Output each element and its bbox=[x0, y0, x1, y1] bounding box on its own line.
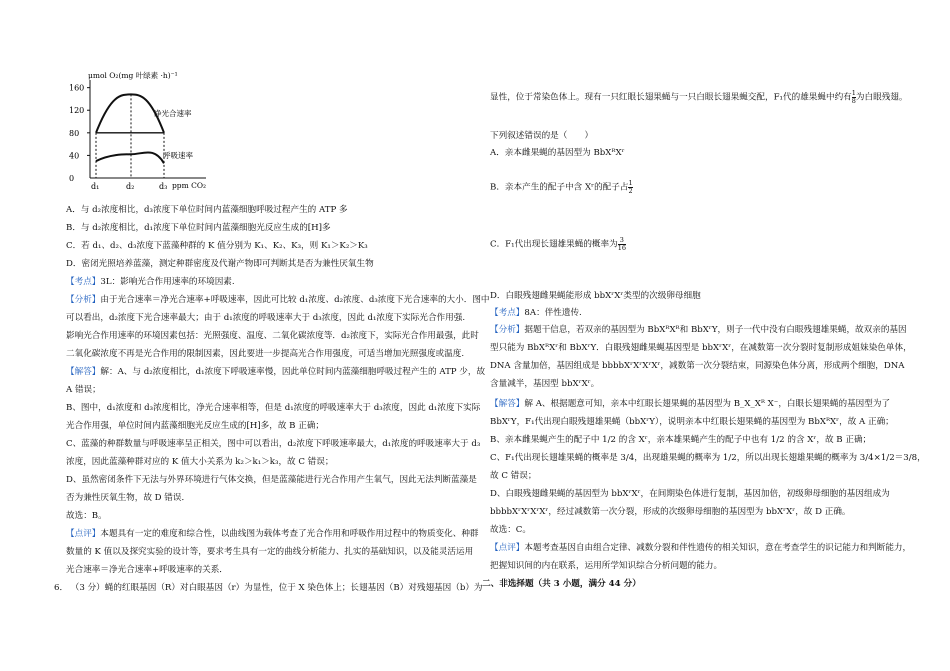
dianping-line: 光合速率＝净光合速率+呼吸速率的关系． bbox=[66, 565, 228, 575]
chart-xunit: ppm CO₂ bbox=[172, 181, 206, 190]
chart-ylabel: μmol O₂(mg 叶绿素 ·h)⁻¹ bbox=[88, 71, 178, 80]
option-a: A．亲本雌果蝇的基因型为 BbXᴿXʳ bbox=[490, 148, 625, 158]
jieda-line: 故选：B。 bbox=[66, 511, 107, 521]
question-6-cont-a: 显性，位于常染色体上。现有一只红眼长翅果蝇与一只白眼长翅果蝇交配，F₁代的雄果蝇中约有 bbox=[490, 92, 852, 103]
question-6-row bbox=[54, 582, 483, 594]
kaodian-row bbox=[490, 307, 582, 319]
jieda-line: 故选：C。 bbox=[490, 525, 531, 535]
question-number: 6． bbox=[54, 583, 69, 593]
option-b bbox=[490, 180, 633, 194]
fraction-denominator: 16 bbox=[617, 243, 626, 252]
option-b-text: B．亲本产生的配子中含 Xʳ的配子占 bbox=[490, 182, 629, 193]
jieda-line: C、F₁代出现长翅雄果蝇的概率是 3/4，出现雄果蝇的概率为 1/2，所以出现长翅雄果蝇的概率为 3/4×1/2＝3/8， bbox=[490, 453, 926, 463]
fenxi-tag: 【分析】 bbox=[66, 295, 101, 305]
jieda-line: B、亲本雌果蝇产生的配子中 1/2 的含 Xʳ，亲本雄果蝇产生的配子中也有 1/2 的含 Xʳ，故 B 正确； bbox=[490, 435, 872, 445]
dianping-line: 本题考查基因自由组合定律、减数分裂和伴性遗传的相关知识，意在考查学生的识记能力和判断能力， bbox=[524, 543, 912, 553]
fraction-denominator: 8 bbox=[851, 96, 856, 105]
fenxi-line: DNA 含量加倍，基因组成是 bbbbXʳXʳXʳXʳ，减数第一次分裂结束，同源染色体分离，形成两个细胞，DNA bbox=[490, 361, 905, 371]
kaodian-row bbox=[66, 276, 235, 288]
option-c bbox=[490, 237, 626, 251]
jieda-line: B、图中，d₁浓度和 d₃浓度相比，净光合速率相等，但是 d₁浓度的呼吸速率大于 d₃浓度，因此 d₁浓度下实际 bbox=[66, 403, 481, 413]
fenxi-line: 据题干信息，若双亲的基因型为 BbXᴿXᴿ和 BbXʳY，则子一代中没有白眼残翅雄果蝇，故双亲的基因 bbox=[524, 325, 907, 335]
fraction-numerator: 1 bbox=[851, 89, 856, 97]
fenxi-tag: 【分析】 bbox=[490, 325, 525, 335]
jieda-line: 解 A、根据题意可知，亲本中红眼长翅果蝇的基因型为 B_X_Xᴿ X⁻，白眼长翅果蝇的基因型为了 bbox=[524, 399, 891, 409]
option-d: D．密闭光照培养蓝藻，测定种群密度及代谢产物即可判断其是否为兼性厌氧生物 bbox=[66, 259, 374, 269]
dianping-tag: 【点评】 bbox=[490, 543, 525, 553]
jieda-row-0 bbox=[490, 398, 890, 410]
question-6-cont-b: 为白眼残翅。 bbox=[855, 92, 908, 103]
option-c-text: C．F₁代出现长翅雄果蝇的概率为 bbox=[490, 239, 618, 250]
jieda-line: 解：A、与 d₂浓度相比，d₁浓度下呼吸速率慢，因此单位时间内蓝藻细胞呼吸过程产生的 ATP 少，故 bbox=[100, 367, 486, 377]
kaodian-text: 3L：影响光合作用速率的环境因素. bbox=[100, 277, 235, 287]
jieda-line: D、虽然密闭条件下无法与外界环境进行气体交换，但是蓝藻能进行光合作用产生氧气，因此无法判断蓝藻是 bbox=[66, 475, 477, 485]
jieda-line: bbbbXʳXʳXʳXʳ，经过减数第一次分裂，形成的次级卵母细胞的基因型为 bbXʳXʳ，故 D 正确。 bbox=[490, 507, 851, 517]
kaodian-text: 8A：伴性遗传. bbox=[524, 308, 582, 318]
fraction-numerator: 3 bbox=[619, 236, 624, 244]
fenxi-line: 由于光合速率＝净光合速率+呼吸速率，因此可比较 d₁浓度、d₂浓度、d₃浓度下光合速率的大小．图中 bbox=[100, 295, 490, 305]
x-tick-label: d₂ bbox=[126, 182, 135, 191]
option-c: C．若 d₁、d₂、d₃浓度下蓝藻种群的 K 值分别为 K₁、K₂、K₃，则 K₁＞K₂＞K₃ bbox=[66, 241, 368, 251]
fenxi-line: 影响光合作用速率的环境因素包括：光照强度、温度、二氧化碳浓度等．d₂浓度下，实际光合作用最强，此时 bbox=[66, 331, 479, 341]
jieda-tag: 【解答】 bbox=[490, 399, 525, 409]
fenxi-line: 二氧化碳浓度不再是光合作用的限制因素，因此要进一步提高光合作用强度，可适当增加光照强度或温度. bbox=[66, 349, 465, 359]
section-title: 二、非选择题（共 3 小题，满分 44 分） bbox=[482, 579, 641, 589]
respiration-line bbox=[96, 152, 164, 163]
fenxi-line: 型只能为 BbXᴿXʳ和 BbXʳY．白眼残翅雌果蝇基因型是 bbXʳXʳ，在减数第一次分裂时复制形成姐妹染色单体， bbox=[490, 343, 912, 353]
dianping-row-0 bbox=[490, 542, 911, 554]
fenxi-line: 可以看出，d₂浓度下光合速率最大；由于 d₁浓度的呼吸速率大于 d₃浓度，因此 d₁浓度下实际光合作用强. bbox=[66, 313, 466, 323]
fenxi-row-0 bbox=[490, 324, 907, 336]
dianping-line: 本题具有一定的难度和综合性，以曲线图为载体考查了光合作用和呼吸作用过程中的物质变化、种群 bbox=[100, 529, 479, 539]
option-d: D．白眼残翅雌果蝇能形成 bbXʳXʳ类型的次级卵母细胞 bbox=[490, 291, 701, 301]
series2-label: 呼吸速率 bbox=[163, 151, 193, 160]
fraction-denominator: 2 bbox=[628, 186, 633, 195]
y-tick-label: 160 bbox=[69, 83, 85, 93]
x-tick-label: d₃ bbox=[159, 182, 168, 191]
jieda-tag: 【解答】 bbox=[66, 367, 101, 377]
jieda-line: C、蓝藻的种群数量与呼吸速率呈正相关，图中可以看出，d₂浓度下呼吸速率最大，d₁浓度的呼吸速率大于 d₃ bbox=[66, 439, 481, 449]
fraction-1-2 bbox=[628, 180, 632, 194]
jieda-line: 否为兼性厌氧生物，故 D 错误． bbox=[66, 493, 191, 503]
y-tick-label: 0 bbox=[69, 174, 75, 183]
fraction-3-16 bbox=[618, 237, 626, 251]
x-tick-label: d₁ bbox=[91, 182, 100, 191]
jieda-line: 浓度，因此蓝藻种群对应的 K 值大小关系为 k₂＞k₁＞k₃，故 C 错误； bbox=[66, 457, 334, 467]
y-tick-label: 120 bbox=[69, 106, 85, 116]
kaodian-tag: 【考点】 bbox=[490, 308, 525, 318]
question-6-text: （3 分）蝇的红眼基因（R）对白眼基因（r）为显性，位于 X 染色体上；长翅基因（B）对残翅基因（b）为 bbox=[70, 583, 483, 593]
option-a: A．与 d₂浓度相比，d₃浓度下单位时间内蓝藻细胞呼吸过程产生的 ATP 多 bbox=[66, 205, 348, 215]
question-6-continuation bbox=[490, 90, 907, 104]
option-b: B．与 d₂浓度相比，d₁浓度下单位时间内蓝藻细胞光反应生成的[H]多 bbox=[66, 223, 331, 233]
series1-label: 净光合速率 bbox=[154, 109, 192, 118]
kaodian-tag: 【考点】 bbox=[66, 277, 101, 287]
dianping-row-0 bbox=[66, 528, 479, 540]
dianping-tag: 【点评】 bbox=[66, 529, 101, 539]
question-prompt: 下列叙述错误的是（ ） bbox=[490, 131, 594, 141]
photosynthesis-chart bbox=[66, 68, 216, 192]
fraction-numerator: 1 bbox=[628, 179, 633, 187]
dianping-line: 把握知识间的内在联系，运用所学知识综合分析问题的能力。 bbox=[490, 561, 723, 571]
jieda-line: 故 C 错误； bbox=[490, 471, 537, 481]
fenxi-row-0 bbox=[66, 294, 490, 306]
jieda-line: D、白眼残翅雌果蝇的基因型为 bbXʳXʳ，在间期染色体进行复制，基因加倍，初级卵母细胞的基因组成为 bbox=[490, 489, 890, 499]
fenxi-line: 含量减半，基因型 bbXʳXʳ。 bbox=[490, 379, 600, 389]
jieda-line: A 错误； bbox=[66, 385, 101, 395]
jieda-line: 光合作用强，单位时间内蓝藻细胞光反应生成的[H]多，故 B 正确； bbox=[66, 421, 325, 431]
dianping-line: 数量的 K 值以及探究实验的设计等，要求考生具有一定的曲线分析能力、扎实的基础知识，以及能灵活运用 bbox=[66, 547, 474, 557]
jieda-row-0 bbox=[66, 366, 485, 378]
y-tick-label: 80 bbox=[69, 128, 80, 138]
jieda-line: BbXʳY，F₁代出现白眼残翅雄果蝇（bbXʳY），说明亲本中红眼长翅果蝇的基因型为 BbXᴿXʳ，故 A 正确； bbox=[490, 417, 894, 427]
y-tick-label: 40 bbox=[69, 151, 80, 161]
